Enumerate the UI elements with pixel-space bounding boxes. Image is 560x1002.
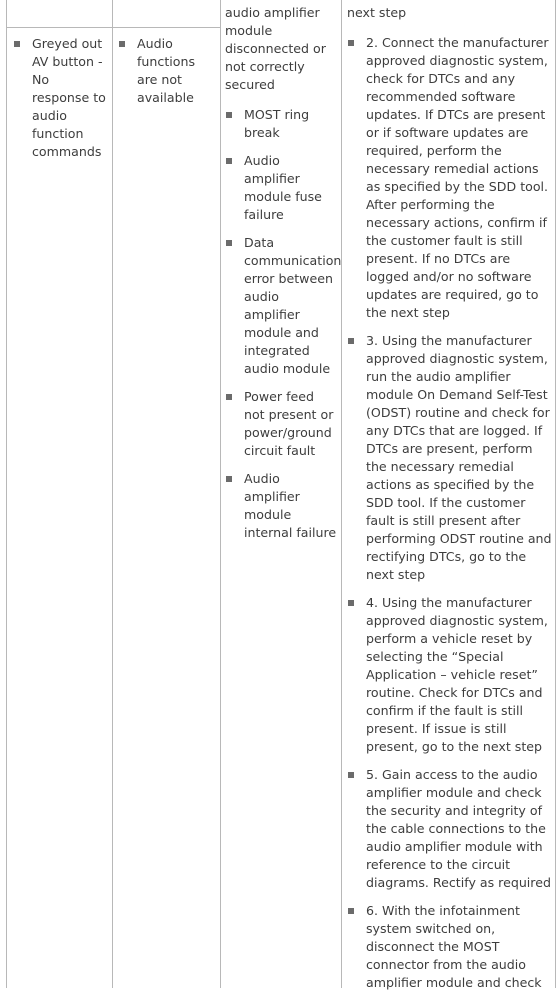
action-item [347, 594, 552, 756]
cause-item [225, 388, 338, 460]
cause-text: Audio amplifier module internal failure [244, 471, 337, 540]
bullet-icon [119, 41, 125, 47]
column-divider-3 [341, 0, 342, 988]
action-continuation: next step [347, 5, 407, 20]
effect-column [118, 35, 218, 107]
bullet-icon [226, 112, 232, 118]
bullet-icon [226, 476, 232, 482]
cause-item [225, 470, 338, 542]
effect-item [118, 35, 218, 107]
action-text: 2. Connect the manufacturer approved diagnostic system, check for DTCs and any recommended software updates. If DTCs are present or if software updates are required, perform the necessary remedial actions as specified by the SDD tool. After performing the necessary actions, confirm if the customer fault is still present. If no DTCs are logged and/or no software updates are required, go to the next step [366, 35, 549, 320]
bullet-icon [348, 338, 354, 344]
bullet-icon [14, 41, 20, 47]
cause-text: MOST ring break [244, 107, 310, 140]
action-text: 3. Using the manufacturer approved diagnostic system, run the audio amplifier module On Demand Self-Test (ODST) routine and check for any DTCs that are logged. If DTCs are present, perform the necessary remedial actions as specified by the SDD tool. If the customer fault is still present after performing ODST routine and rectifying DTCs, go to the next step [366, 333, 552, 582]
action-item [347, 766, 552, 892]
table-border-right [555, 0, 556, 988]
cause-text: Data communication error between audio amplifier module and integrated audio module [244, 235, 342, 376]
action-text: 5. Gain access to the audio amplifier module and check the security and integrity of the cable connections to the audio amplifier module with reference to the circuit diagrams. Rectify as required [366, 767, 551, 890]
cause-item [225, 152, 338, 224]
bullet-icon [226, 240, 232, 246]
action-text: 6. With the infotainment system switched on, disconnect the MOST connector from the audio amplifier module and check [366, 903, 542, 990]
cause-text: Power feed not present or power/ground circuit fault [244, 389, 334, 458]
bullet-icon [348, 600, 354, 606]
bullet-icon [226, 394, 232, 400]
symptom-column [13, 35, 108, 161]
action-item [347, 332, 552, 584]
action-item [347, 34, 552, 322]
column-divider-2 [220, 0, 221, 988]
column-divider-1 [112, 0, 113, 988]
bullet-icon [348, 772, 354, 778]
symptom-item [13, 35, 108, 161]
bullet-icon [348, 40, 354, 46]
action-text: 4. Using the manufacturer approved diagnostic system, perform a vehicle reset by selecting the “Special Application – vehicle reset” routine. Check for DTCs and confirm if the fault is still present. If issue is still present, go to the next step [366, 595, 548, 754]
cause-continuation: audio amplifier module disconnected or not correctly secured [225, 5, 326, 92]
cause-item [225, 234, 342, 378]
row-divider-top [6, 27, 220, 28]
causes-column [225, 4, 342, 552]
actions-column [347, 4, 552, 1002]
symptom-text: Greyed out AV button - No response to audio function commands [32, 36, 106, 159]
table-border-left [6, 0, 7, 988]
cause-text: Audio amplifier module fuse failure [244, 153, 322, 222]
bullet-icon [226, 158, 232, 164]
effect-text: Audio functions are not available [137, 36, 196, 105]
bullet-icon [348, 908, 354, 914]
action-item [347, 902, 552, 992]
cause-item [225, 106, 338, 142]
